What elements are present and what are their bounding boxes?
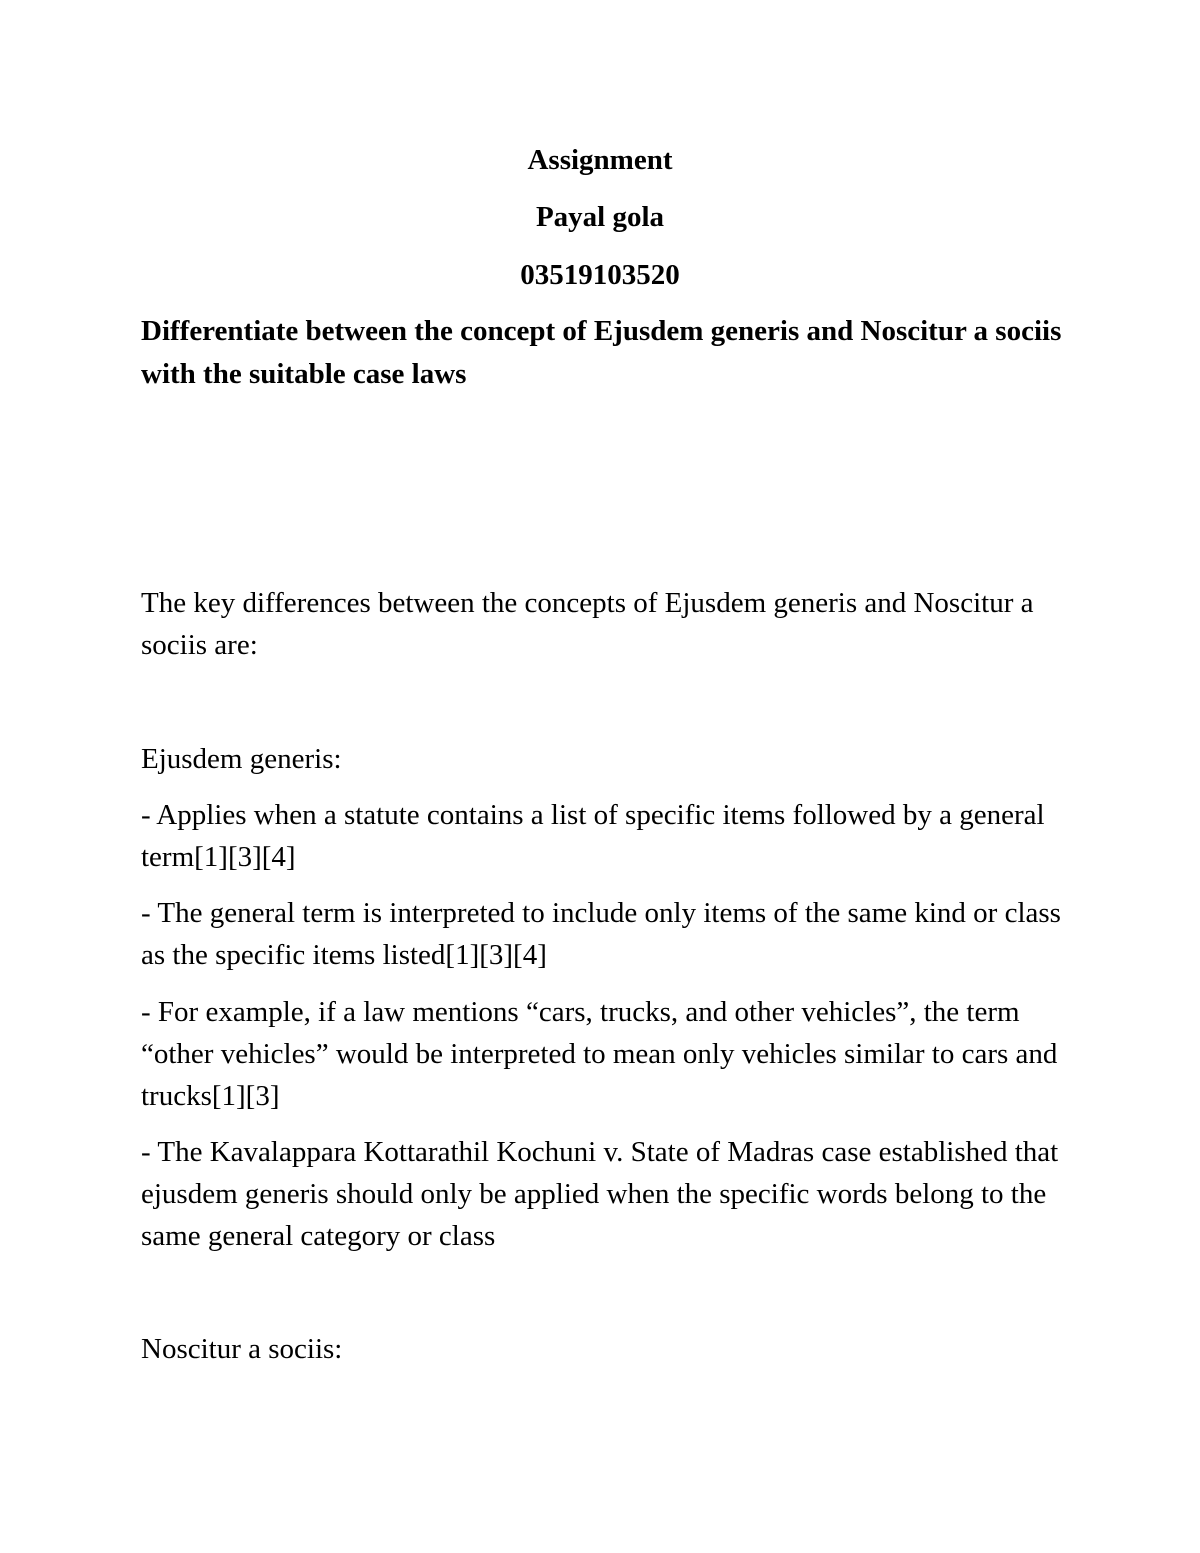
- author-name: Payal gola: [535, 201, 665, 233]
- roll-number: 03519103520: [520, 259, 680, 291]
- section-heading-ejusdem-generis: Ejusdem generis:: [141, 743, 342, 775]
- list-item: - For example, if a law mentions “cars, trucks, and other vehicles”, the term “other vehicles” would be interpreted to mean only vehicles similar to cars and trucks[1][3]: [141, 996, 1058, 1112]
- question-heading: Differentiate between the concept of Ejusdem generis and Noscitur a sociis with the suitable case laws: [141, 315, 1062, 390]
- document-title: Assignment: [527, 144, 673, 176]
- list-item: - Applies when a statute contains a list of specific items followed by a general term[1][3][4]: [141, 799, 1045, 873]
- intro-paragraph: The key differences between the concepts of Ejusdem generis and Noscitur a sociis are:: [141, 587, 1034, 661]
- list-item: - The general term is interpreted to include only items of the same kind or class as the specific items listed[1][3][4]: [141, 897, 1061, 971]
- section-heading-noscitur-a-sociis: Noscitur a sociis:: [141, 1333, 343, 1365]
- list-item: - The Kavalappara Kottarathil Kochuni v. State of Madras case established that ejusdem generis should only be applied when the specific words belong to the same general category or class: [141, 1136, 1059, 1252]
